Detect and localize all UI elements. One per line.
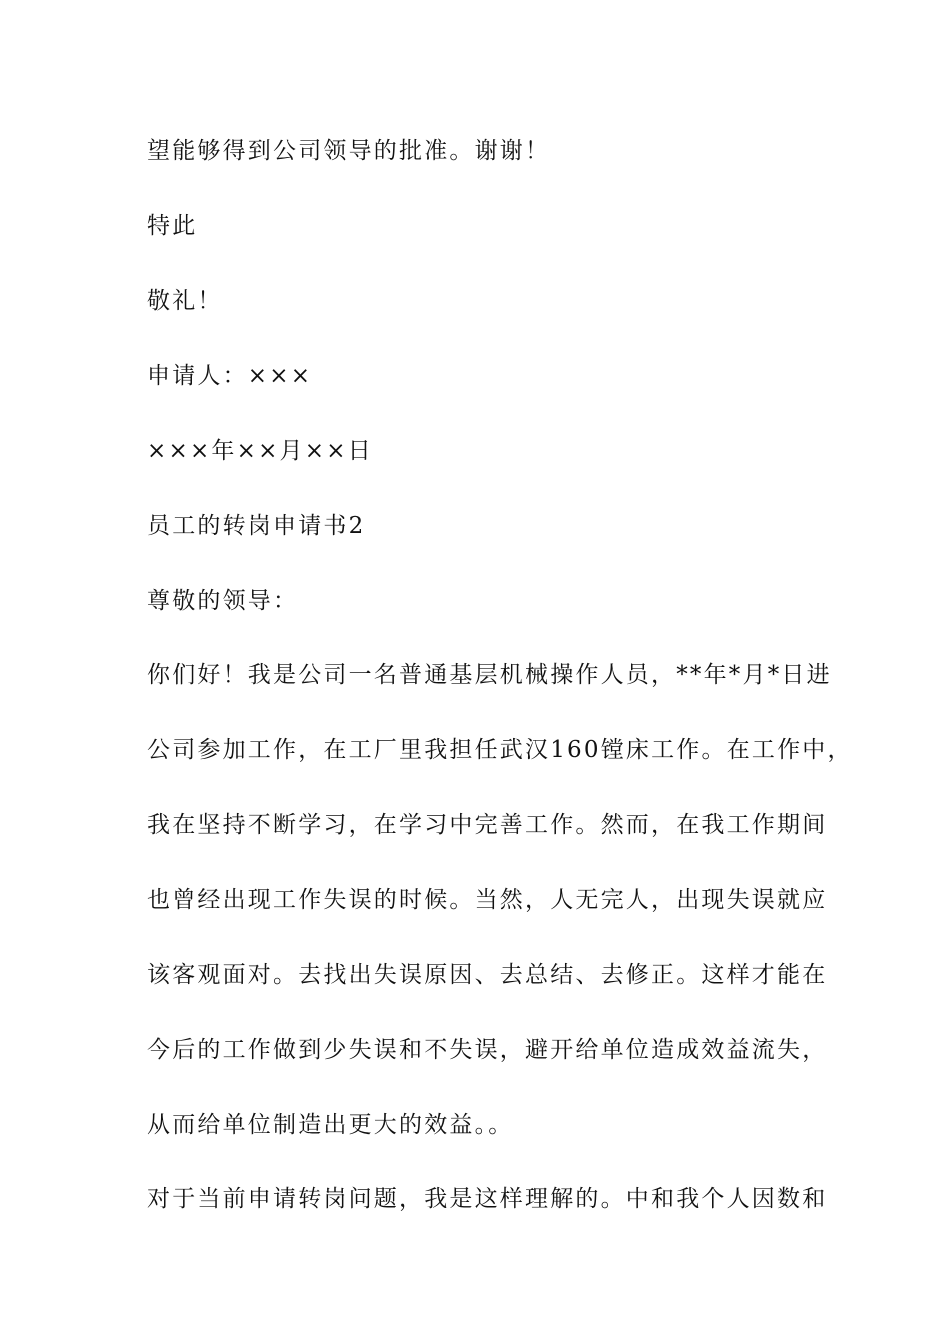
body-text-line: 你们好！我是公司一名普通基层机械操作人员，**年*月*日进 [147,662,832,688]
applicant-signature: 申请人：××× [147,363,313,389]
closing-phrase: 特此 [147,213,198,239]
closing-request-line: 望能够得到公司领导的批准。谢谢！ [147,138,551,164]
signature-date: ×××年××月××日 [147,438,373,464]
salutation-closing: 敬礼！ [147,288,223,314]
section-title: 员工的转岗申请书2 [147,513,366,539]
body-text-line: 从而给单位制造出更大的效益。。 [147,1112,514,1138]
body-text-line: 也曾经出现工作失误的时候。当然，人无完人，出现失误就应 [147,887,828,913]
body-text-line: 该客观面对。去找出失误原因、去总结、去修正。这样才能在 [147,962,828,988]
body-text-line: 公司参加工作，在工厂里我担任武汉160镗床工作。在工作中， [147,737,853,763]
body-text-line: 我在坚持不断学习，在学习中完善工作。然而，在我工作期间 [147,812,828,838]
body-text-line: 今后的工作做到少失误和不失误，避开给单位造成效益流失， [147,1037,828,1063]
body-text-line: 对于当前申请转岗问题，我是这样理解的。中和我个人因数和 [147,1186,828,1212]
letter-greeting: 尊敬的领导： [147,588,299,614]
